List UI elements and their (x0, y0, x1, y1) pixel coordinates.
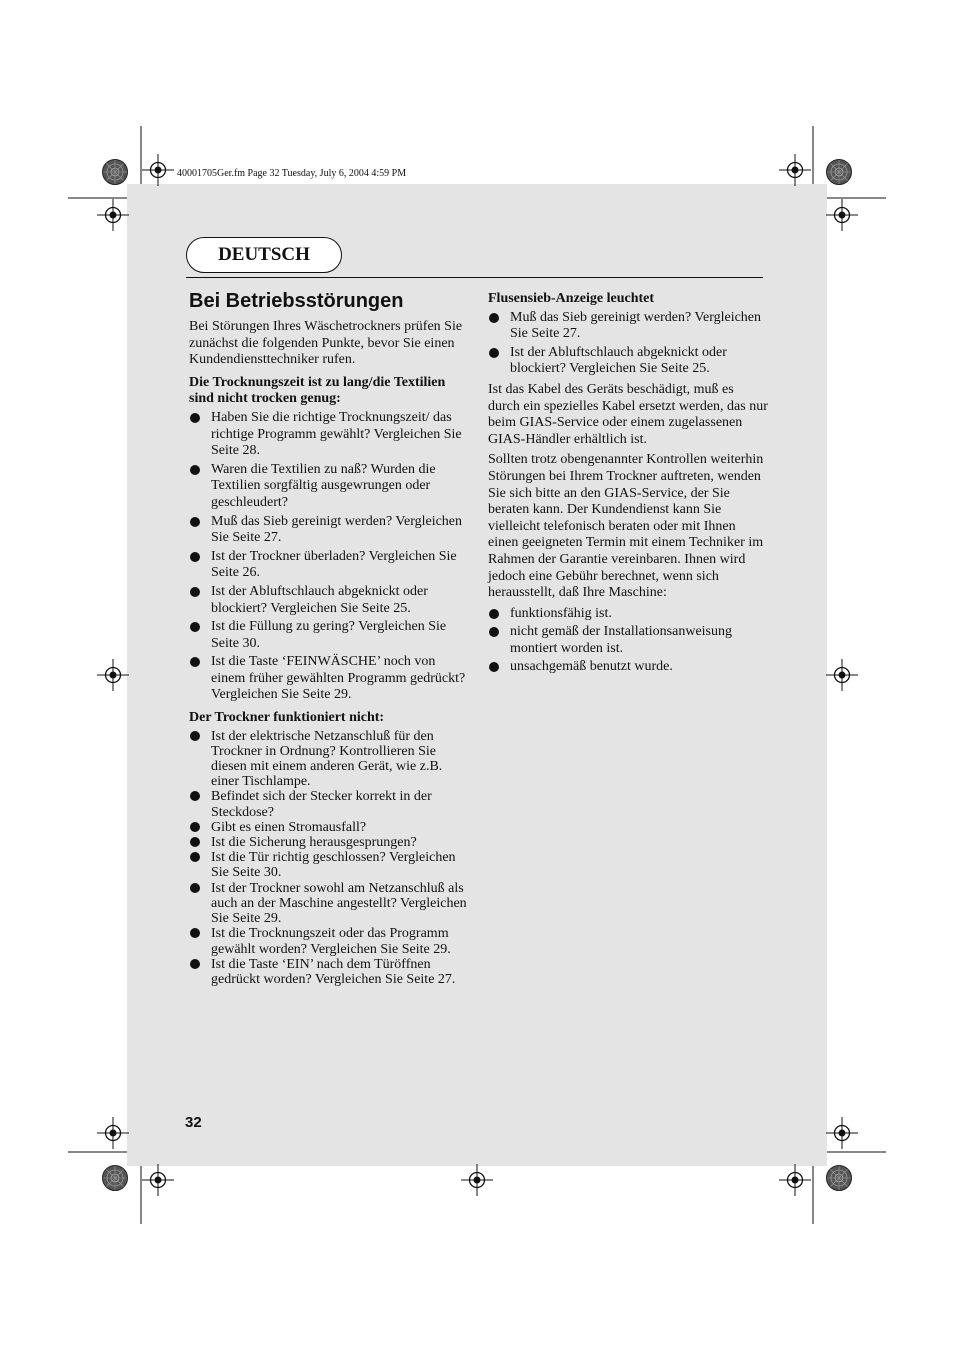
list-item: funktionsfähig ist. (488, 606, 768, 623)
list-item: Waren die Textilien zu naß? Wurden die Textilien sorgfältig ausgewrungen oder geschleudert? (189, 462, 469, 512)
list-item: Ist die Trocknungszeit oder das Programm gewählt worden? Vergleichen Sie Seite 29. (189, 926, 469, 956)
list-item: Gibt es einen Stromausfall? (189, 820, 469, 835)
list-item: Ist die Tür richtig geschlossen? Vergleichen Sie Seite 30. (189, 850, 469, 880)
list-item: Muß das Sieb gereinigt werden? Vergleichen Sie Seite 27. (488, 310, 768, 343)
list-item: Ist die Taste ‘FEINWÄSCHE’ noch von einem früher gewählten Programm gedrückt? Vergleichen Sie Seite 29. (189, 654, 469, 704)
bullet-icon (190, 517, 200, 527)
bullet-icon (489, 348, 499, 358)
list-item: Ist die Füllung zu gering? Vergleichen Sie Seite 30. (189, 619, 469, 652)
list-item: Ist der elektrische Netzanschluß für den Trockner in Ordnung? Kontrollieren Sie diesen mit einem anderen Gerät, wie z.B. einer Tischlampe. (189, 729, 469, 790)
list-item: Ist die Sicherung herausgesprungen? (189, 835, 469, 850)
bullet-icon (190, 622, 200, 632)
bullet-icon (190, 587, 200, 597)
drying-time-list (189, 410, 469, 704)
section-heading-drying-time: Die Trocknungszeit ist zu lang/die Textilien sind nicht trocken genug: (189, 374, 446, 407)
list-item: Ist der Abluftschlauch abgeknickt oder blockiert? Vergleichen Sie Seite 25. (189, 584, 469, 617)
section-heading-lint-filter: Flusensieb-Anzeige leuchtet (488, 291, 655, 306)
list-item: nicht gemäß der Installationsanweisung montiert worden ist. (488, 624, 768, 657)
bullet-icon (190, 552, 200, 562)
left-column (189, 289, 469, 987)
bullet-icon (489, 609, 499, 619)
bullet-icon (190, 852, 200, 862)
list-item: Ist die Taste ‘EIN’ nach dem Türöffnen gedrückt worden? Vergleichen Sie Seite 27. (189, 957, 469, 987)
header-rule (186, 277, 763, 278)
bullet-icon (190, 822, 200, 832)
conditions-list (488, 606, 768, 676)
bullet-icon (190, 883, 200, 893)
right-column (488, 291, 768, 678)
bullet-icon (489, 662, 499, 672)
language-tab-label: DEUTSCH (218, 244, 310, 265)
bullet-icon (190, 928, 200, 938)
list-item: unsachgemäß benutzt wurde. (488, 659, 768, 676)
service-paragraph: Sollten trotz obengenannter Kontrollen weiterhin Störungen bei Ihrem Trockner auftreten, wenden Sie sich bitte an den GIAS-Service, der Sie beraten kann. Der Kundendienst kann Sie vielleicht telefonisch beraten oder mit Ihnen einen geeigneten Termin mit einem Techniker im Rahmen der Garantie vereinbaren. Ihnen wird jedoch eine Gebühr berechnet, wenn sich herausstellt, daß Ihre Maschine: (488, 452, 764, 601)
bullet-icon (190, 959, 200, 969)
bullet-icon (190, 837, 200, 847)
section-heading-not-working: Der Trockner funktioniert nicht: (189, 710, 385, 726)
bullet-icon (489, 313, 499, 323)
cable-paragraph: Ist das Kabel des Geräts beschädigt, muß es durch ein spezielles Kabel ersetzt werden, das nur beim GIAS-Service oder einem zugelassenen GIAS-Händler erhältlich ist. (488, 381, 768, 447)
page-number: 32 (185, 1114, 202, 1131)
list-item: Ist der Trockner sowohl am Netzanschluß als auch an der Maschine angestellt? Vergleichen Sie Seite 29. (189, 881, 469, 927)
file-slug: 40001705Ger.fm Page 32 Tuesday, July 6, 2004 4:59 PM (177, 168, 407, 179)
bullet-icon (489, 627, 499, 637)
page-title: Bei Betriebsstörungen (189, 290, 404, 312)
bullet-icon (190, 791, 200, 801)
list-item: Muß das Sieb gereinigt werden? Vergleichen Sie Seite 27. (189, 514, 469, 547)
list-item: Befindet sich der Stecker korrekt in der Steckdose? (189, 789, 469, 819)
lint-filter-list (488, 310, 768, 378)
list-item: Ist der Trockner überladen? Vergleichen Sie Seite 26. (189, 549, 469, 582)
bullet-icon (190, 465, 200, 475)
bullet-icon (190, 657, 200, 667)
list-item: Haben Sie die richtige Trocknungszeit/ das richtige Programm gewählt? Vergleichen Sie Seite 28. (189, 410, 469, 460)
not-working-list (189, 729, 469, 987)
list-item: Ist der Abluftschlauch abgeknickt oder blockiert? Vergleichen Sie Seite 25. (488, 345, 768, 378)
language-tab (186, 237, 342, 273)
bullet-icon (190, 731, 200, 741)
bullet-icon (190, 413, 200, 423)
intro-paragraph: Bei Störungen Ihres Wäschetrockners prüfen Sie zunächst die folgenden Punkte, bevor Sie einen Kundendiensttechniker rufen. (189, 319, 463, 368)
